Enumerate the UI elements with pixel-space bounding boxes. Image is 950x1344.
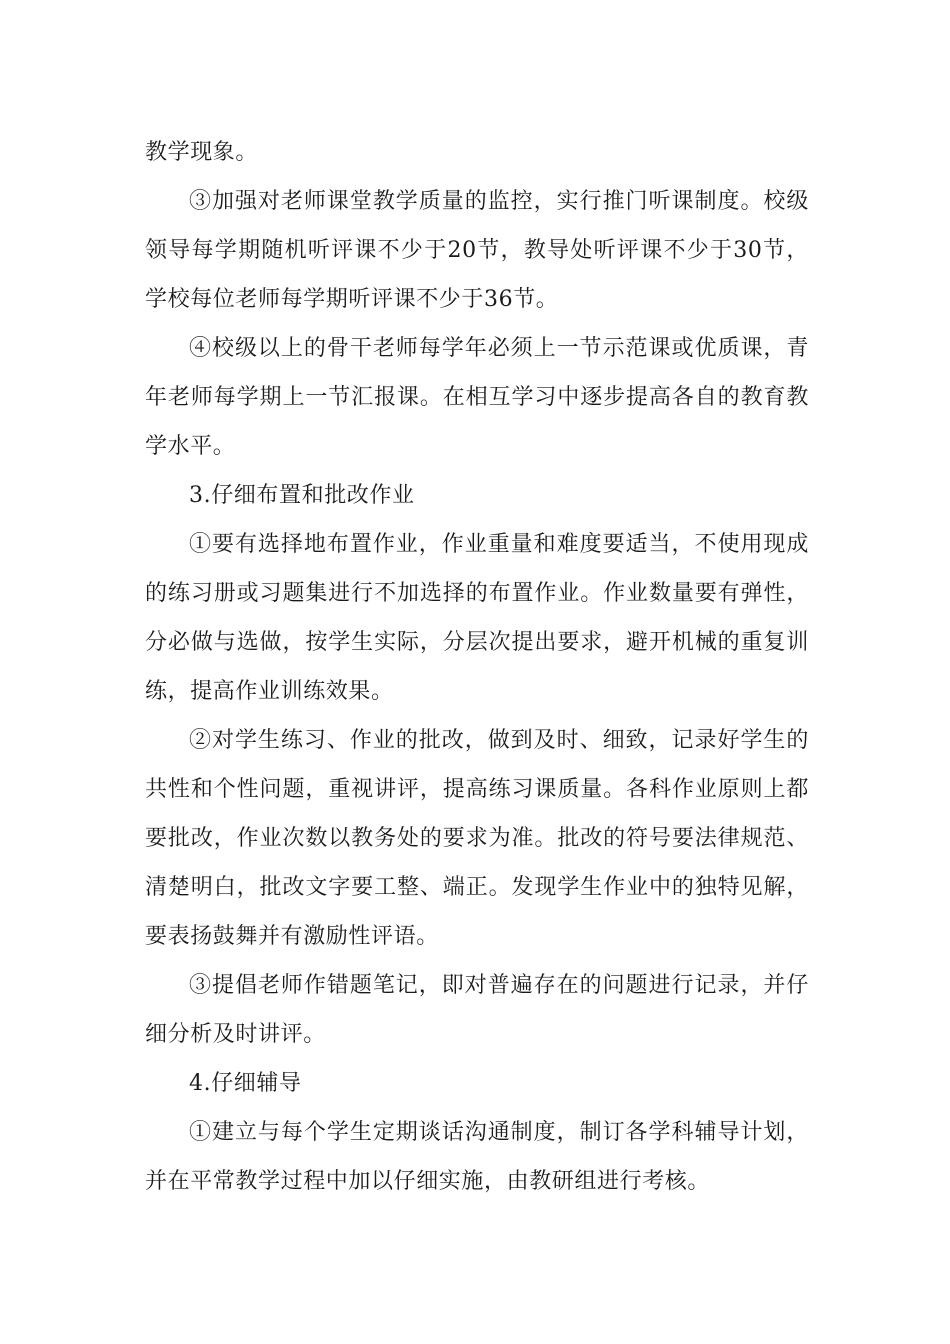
paragraph-item-4: ④校级以上的骨干老师每学年必须上一节示范课或优质课，青年老师每学期上一节汇报课。在相互学习中逐步提高各自的教育教学水平。	[145, 336, 809, 459]
paragraph-continuation: 教学现象。	[145, 140, 259, 165]
document-body	[145, 128, 809, 1206]
section-heading-4: 4.仔细辅导	[189, 1071, 302, 1096]
paragraph-item-1: ①要有选择地布置作业，作业重量和难度要适当，不使用现成的练习册或习题集进行不加选择的布置作业。作业数量要有弹性，分必做与选做，按学生实际，分层次提出要求，避开机械的重复训练，提高作业训练效果。	[145, 532, 809, 704]
paragraph-item-3: ③加强对老师课堂教学质量的监控，实行推门听课制度。校级领导每学期随机听评课不少于20节，教导处听评课不少于30节，学校每位老师每学期听评课不少于36节。	[145, 189, 809, 312]
paragraph-item-3b: ③提倡老师作错题笔记，即对普遍存在的问题进行记录，并仔细分析及时讲评。	[145, 973, 809, 1047]
paragraph-item-1b: ①建立与每个学生定期谈话沟通制度，制订各学科辅导计划，并在平常教学过程中加以仔细实施，由教研组进行考核。	[145, 1120, 809, 1194]
paragraph-item-2: ②对学生练习、作业的批改，做到及时、细致，记录好学生的共性和个性问题，重视讲评，提高练习课质量。各科作业原则上都要批改，作业次数以教务处的要求为准。批改的符号要法律规范、清楚明白，批改文字要工整、端正。发现学生作业中的独特见解，要表扬鼓舞并有激励性评语。	[145, 728, 809, 949]
section-heading-3: 3.仔细布置和批改作业	[189, 483, 415, 508]
